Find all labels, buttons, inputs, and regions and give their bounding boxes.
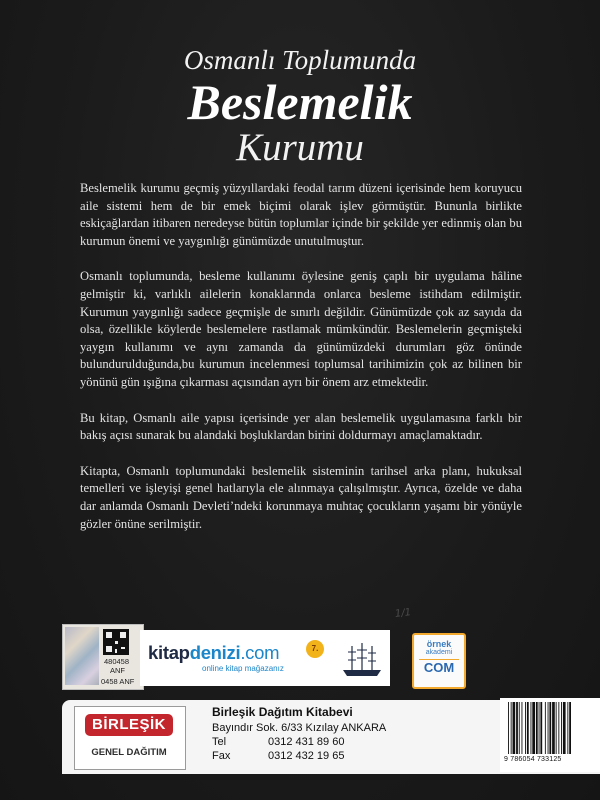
barcode-bar xyxy=(516,702,518,754)
barcode-bar xyxy=(525,702,526,754)
tel-label: Tel xyxy=(212,736,227,748)
title-line-2: Beslemelik xyxy=(187,74,413,130)
distributor-tel-row xyxy=(212,735,386,749)
book-title xyxy=(0,44,600,168)
birlesik-logo-text: BİRLEŞİK xyxy=(85,714,173,736)
blurb-paragraph-2: Osmanlı toplumunda, besleme kullanımı öylesine geniş çaplı bir uygulama hâline gelmiştir ki, varlıklı ailelerin konaklarında onlarca besleme istihdam edilmiştir. Kurumun yaygınlığı sadece geçmişle de sınırlı değildir. Günümüzde çok az sayıda da olsa, özellikle köylerde beslemelere rastlamak mümkündür. Beslemelerin geçmişteki yaygın kullanımı ve aynı zamanda da günümüzdeki durumları göz önünde bulundurulduğunda,bu kurumun incelenmesi toplumsal tarihimizin çok az bilinen bir yönünü gün ışığına çıkarması açısından ayrı bir önem arz etmektedir. xyxy=(80,269,522,389)
barcode-bar xyxy=(527,702,529,754)
barcode-bar xyxy=(532,702,535,754)
blurb-paragraph-1: Beslemelik kurumu geçmiş yüzyıllardaki feodal tarım düzeni içerisinde hem koruyucu aile sistemi hem de bir emek biçimi olarak işlev görmüştür. Bununla birlikte eskiçağlardan itibaren neredeyse bütün toplumlar içinde bir şekilde yer edinmiş olan bu kurumun önemi ve yaygınlığı günümüzde unutulmuştur. xyxy=(80,181,522,248)
barcode-bar xyxy=(513,702,516,754)
title-line-1: Osmanlı Toplumunda xyxy=(183,45,417,75)
birlesik-logo-subtitle: GENEL DAĞITIM xyxy=(91,747,167,758)
anniversary-badge: 7. xyxy=(306,640,324,658)
blurb-paragraph-3: Bu kitap, Osmanlı aile yapısı içerisinde yer alan beslemelik uygulamasına farklı bir bakış açısı sunarak bu alandaki boşluklardan birini doldurmayı amaçlamaktadır. xyxy=(80,410,522,443)
barcode-bar xyxy=(545,702,546,754)
isbn-number: 9 786054 733125 xyxy=(504,756,562,763)
barcode-bar xyxy=(567,702,568,754)
barcode-bar xyxy=(536,702,538,754)
title-line-3: Kurumu xyxy=(236,126,364,169)
kitapdenizi-tagline: online kitap mağazanız xyxy=(202,664,284,673)
handwritten-note: 1/1 xyxy=(394,607,412,620)
distributor-address: Bayındır Sok. 6/33 Kızılay ANKARA xyxy=(212,722,387,734)
barcode-bar xyxy=(561,702,562,754)
birlesik-logo xyxy=(74,706,186,770)
qr-code-icon xyxy=(103,629,129,655)
sticker-code-2: ANF xyxy=(110,666,125,675)
barcode-bar xyxy=(511,702,512,754)
distributor-address-block xyxy=(212,703,386,763)
barcode-bar xyxy=(508,702,509,754)
barcode-bar xyxy=(519,702,520,754)
barcode-bar xyxy=(522,702,523,754)
tel-value: 0312 431 89 60 xyxy=(268,736,345,748)
barcode-icon xyxy=(506,702,596,754)
kitapdenizi-logo xyxy=(140,630,390,686)
barcode-bar xyxy=(540,702,542,754)
isbn-barcode xyxy=(500,698,600,772)
distributor-company: Birleşik Dağıtım Kitabevi xyxy=(212,705,353,719)
barcode-bar xyxy=(552,702,555,754)
barcode-bar xyxy=(563,702,566,754)
barcode-bar xyxy=(569,702,571,754)
ornek-label: örnek xyxy=(426,639,452,649)
akademi-label: akademi xyxy=(425,649,453,656)
barcode-bar xyxy=(558,702,559,754)
back-cover-blurb xyxy=(80,180,522,551)
sticker-code-3: 0458 ANF xyxy=(101,677,135,686)
sticker-code-1: 480458 xyxy=(104,657,130,666)
kitapdenizi-wordmark: kitapdenizi.com xyxy=(148,642,280,663)
barcode-bar xyxy=(531,702,532,754)
blurb-paragraph-4: Kitapta, Osmanlı toplumundaki beslemelik sisteminin tarihsel arka planı, hukuksal temelleri ve işleyişi genel hatlarıyla ele alınmaya çalışılmıştır. Ayrıca, özelde ve daha dar anlamda Osmanlı Devleti’ndeki korunmaya muhtaç çocukların yaşamı bir yönüyle gözler önüne serilmiştir. xyxy=(80,463,522,531)
ship-icon xyxy=(340,640,384,680)
fax-value: 0312 432 19 65 xyxy=(268,750,345,762)
barcode-bar xyxy=(556,702,557,754)
com-label: COM xyxy=(419,659,459,676)
barcode-bar xyxy=(539,702,540,754)
distributor-fax-row xyxy=(212,749,386,763)
store-sticker xyxy=(62,624,144,690)
fax-label: Fax xyxy=(212,750,231,762)
barcode-bar xyxy=(548,702,549,754)
barcode-bar xyxy=(549,702,551,754)
ornek-akademi-logo xyxy=(412,633,466,689)
hologram-sticker xyxy=(65,627,99,685)
